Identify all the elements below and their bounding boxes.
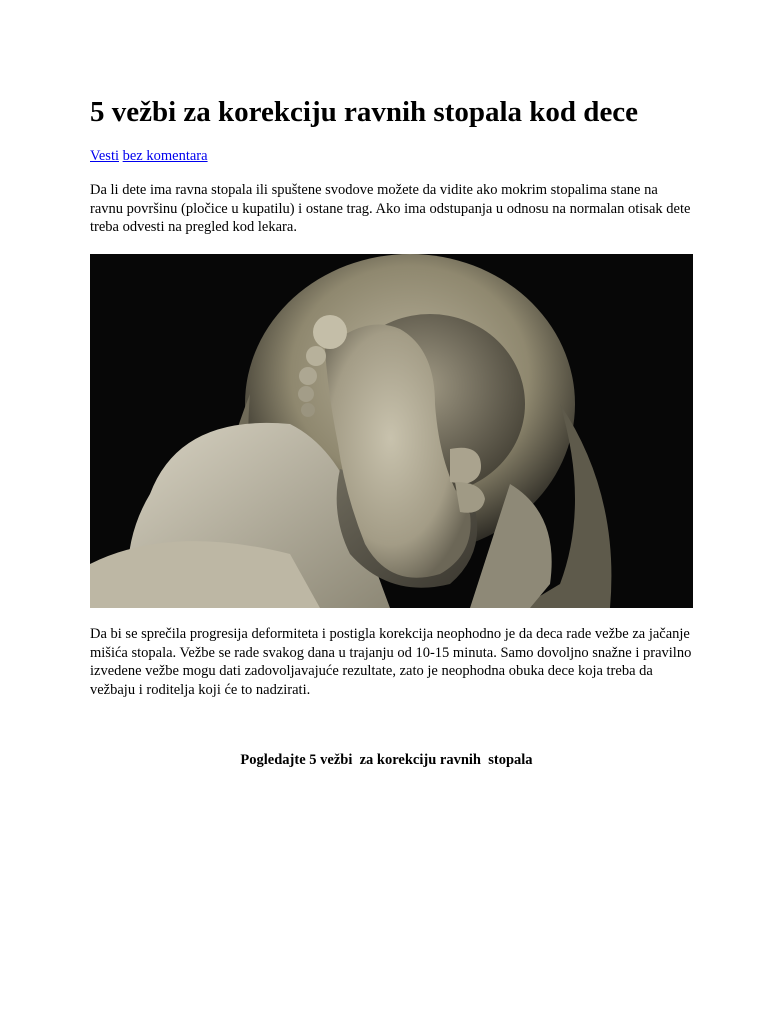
article-photo xyxy=(90,254,693,608)
post-meta xyxy=(90,147,208,165)
exercise-paragraph: Da bi se sprečila progresija deformiteta i postigla korekcija neophodno je da deca rade vežbe za jačanje mišića stopala. Vežbe se rade svakog dana u trajanju od 10-15 minuta. Samo dovoljno snažne i pravilno izvedene vežbe mogu dati zadovoljavajuće rezultate, zato je neophodna obuka dece koja treba da vežbaju i roditelja koji će to nadzirati. xyxy=(90,626,692,698)
comments-link[interactable]: bez komentara xyxy=(122,148,208,164)
article-title: 5 vežbi za korekciju ravnih stopala kod dece xyxy=(90,96,639,128)
intro-paragraph: Da li dete ima ravna stopala ili spuštene svodove možete da vidite ako mokrim stopalima stane na ravnu površinu (pločice u kupatilu) i ostane trag. Ako ima odstupanja u odnosu na normalan otisak dete treba odvesti na pregled kod lekara. xyxy=(90,182,691,235)
child-foot-photo xyxy=(90,254,693,608)
exercises-subheading: Pogledajte 5 vežbi za korekciju ravnih stopala xyxy=(240,752,533,768)
category-link[interactable]: Vesti xyxy=(90,148,119,164)
